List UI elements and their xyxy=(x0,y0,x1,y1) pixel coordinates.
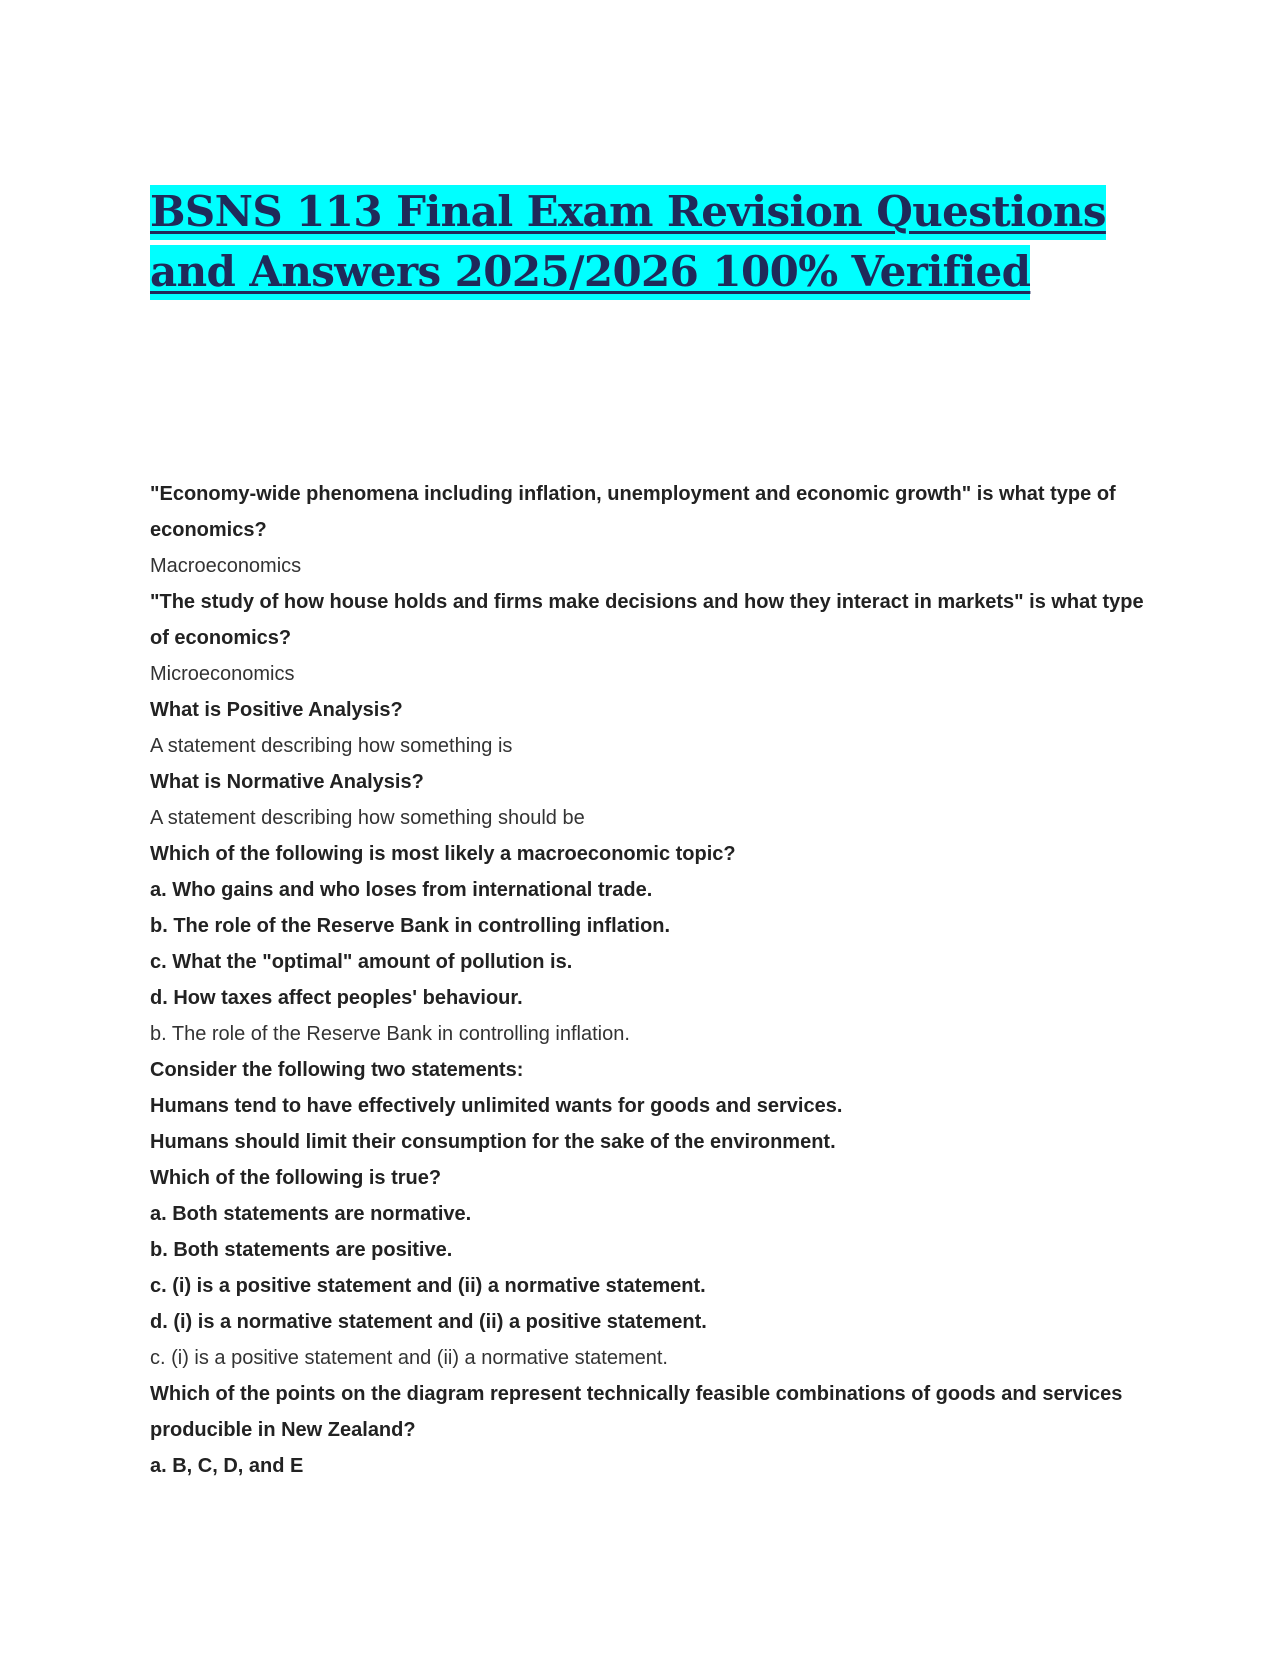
option-line: a. Both statements are normative. xyxy=(150,1203,472,1225)
option-line: a. B, C, D, and E xyxy=(150,1455,304,1477)
option-line: d. (i) is a normative statement and (ii) a positive statement. xyxy=(150,1311,707,1333)
option-line: b. Both statements are positive. xyxy=(150,1239,453,1261)
statement-line: Humans tend to have effectively unlimited wants for goods and services. xyxy=(150,1095,843,1117)
option-line: c. (i) is a positive statement and (ii) a normative statement. xyxy=(150,1275,706,1297)
option-line: c. What the "optimal" amount of pollution is. xyxy=(150,951,573,973)
question-line: Which of the points on the diagram represent technically feasible combinations of goods and services producible in New Zealand? xyxy=(150,1383,1123,1441)
qa-content xyxy=(150,476,1150,1484)
document-title xyxy=(150,182,1150,302)
answer-line: A statement describing how something is xyxy=(150,735,513,757)
question-line: What is Normative Analysis? xyxy=(150,771,424,793)
answer-line: Microeconomics xyxy=(150,663,295,685)
answer-line: A statement describing how something should be xyxy=(150,807,585,829)
question-line: "The study of how house holds and firms make decisions and how they interact in markets" is what type of economics? xyxy=(150,591,1144,649)
answer-line: Macroeconomics xyxy=(150,555,302,577)
question-line: Which of the following is true? xyxy=(150,1167,442,1189)
document-title-text: BSNS 113 Final Exam Revision Questions and Answers 2025/2026 100% Verified xyxy=(150,185,1106,300)
option-line: b. The role of the Reserve Bank in controlling inflation. xyxy=(150,915,671,937)
question-line: Consider the following two statements: xyxy=(150,1059,524,1081)
question-line: "Economy-wide phenomena including inflation, unemployment and economic growth" is what type of economics? xyxy=(150,483,1116,541)
answer-line: b. The role of the Reserve Bank in controlling inflation. xyxy=(150,1023,630,1045)
option-line: d. How taxes affect peoples' behaviour. xyxy=(150,987,523,1009)
answer-line: c. (i) is a positive statement and (ii) a normative statement. xyxy=(150,1347,668,1369)
option-line: a. Who gains and who loses from international trade. xyxy=(150,879,653,901)
statement-line: Humans should limit their consumption for the sake of the environment. xyxy=(150,1131,836,1153)
question-line: What is Positive Analysis? xyxy=(150,699,403,721)
question-line: Which of the following is most likely a macroeconomic topic? xyxy=(150,843,736,865)
